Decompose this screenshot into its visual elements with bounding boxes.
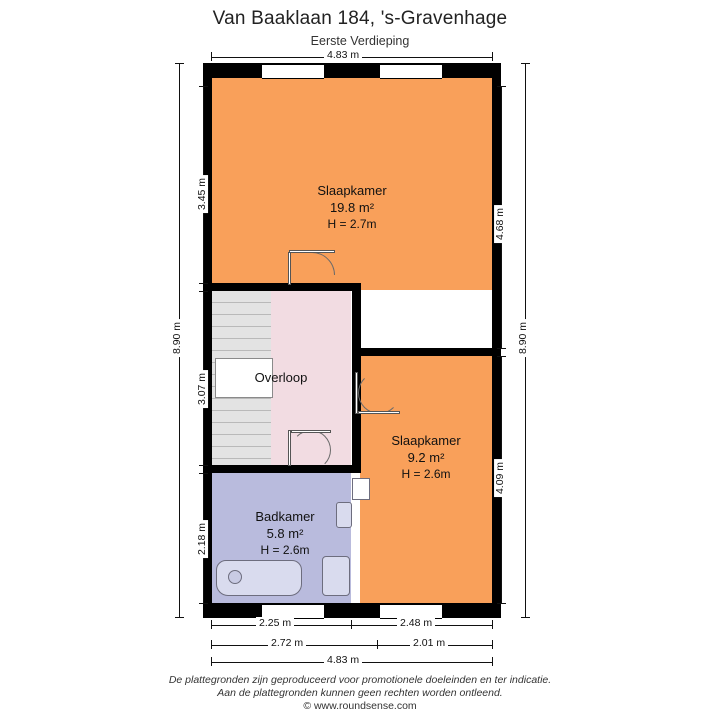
wall-interior-bedroom-landing	[211, 283, 361, 291]
wall-interior-top-right-bedroom	[352, 348, 493, 356]
dim-tick	[497, 603, 506, 604]
sink-icon	[322, 556, 350, 596]
dim-tick	[199, 465, 208, 466]
door-panel-bedroom-small	[358, 411, 400, 414]
room-label-slaapkamer-large	[272, 182, 432, 233]
dim-label-bottom-row1-right: 2.48 m	[397, 617, 435, 629]
dim-tick	[199, 603, 208, 604]
room-label-overloop	[201, 369, 361, 386]
dim-label-right-seg-bottom: 4.09 m	[494, 459, 506, 497]
disclaimer-line-1: De plattegronden zijn geproduceerd voor promotionele doeleinden en ter indicatie.	[168, 674, 552, 686]
dim-tick	[175, 63, 184, 64]
copyright-line: © www.roundsense.com	[303, 700, 417, 712]
dim-label-bottom-row2-right: 2.01 m	[410, 637, 448, 649]
room-name: Slaapkamer	[391, 433, 461, 448]
wall-bottom	[203, 603, 501, 618]
wall-interior-landing-bathroom	[211, 465, 361, 473]
dim-tick	[199, 86, 208, 87]
dim-label-right-outer: 8.90 m	[517, 319, 529, 357]
dim-label-bottom-row1-left: 2.25 m	[256, 617, 294, 629]
window-top-right	[380, 64, 442, 79]
dim-tick	[492, 620, 493, 629]
dim-tick	[521, 617, 530, 618]
wall-right	[492, 63, 501, 618]
dim-label-left-outer: 8.90 m	[171, 319, 183, 357]
dim-tick	[211, 657, 212, 666]
wall-top	[203, 63, 501, 78]
dim-tick	[497, 348, 506, 349]
door-swing-bathroom	[291, 430, 331, 470]
room-label-slaapkamer-small	[346, 432, 506, 483]
dim-label-bottom-row2-left: 2.72 m	[268, 637, 306, 649]
door-panel-bathroom	[291, 430, 331, 433]
room-height: H = 2.7m	[327, 217, 377, 231]
disclaimer-line-2: Aan de plattegronden kunnen geen rechten worden ontleend.	[217, 687, 503, 699]
dim-label-left-seg-bottom: 2.18 m	[196, 520, 208, 558]
dim-tick	[199, 283, 208, 284]
room-label-badkamer	[205, 508, 365, 559]
room-height: H = 2.6m	[401, 467, 451, 481]
door-panel-bedroom-large	[289, 250, 335, 253]
dim-tick	[492, 52, 493, 61]
dim-tick	[497, 86, 506, 87]
door-swing-bedroom-small	[358, 372, 400, 414]
dim-tick	[521, 63, 530, 64]
dim-label-left-seg-top: 3.45 m	[196, 175, 208, 213]
room-name: Overloop	[254, 370, 308, 385]
dim-label-right-seg-top: 4.68 m	[494, 205, 506, 243]
room-name: Badkamer	[255, 509, 315, 524]
room-area: 19.8 m²	[329, 200, 375, 215]
window-top-left	[262, 64, 324, 79]
dim-tick	[175, 617, 184, 618]
page-title: Van Baaklaan 184, 's-Gravenhage	[212, 8, 508, 29]
room-area: 5.8 m²	[266, 526, 304, 541]
page-subtitle: Eerste Verdieping	[310, 34, 410, 48]
room-height: H = 2.6m	[260, 543, 310, 557]
dim-tick	[211, 620, 212, 629]
dim-tick	[199, 473, 208, 474]
dim-tick	[492, 657, 493, 666]
bathtub-drain-icon	[228, 570, 242, 584]
dim-tick	[211, 640, 212, 649]
room-area: 9.2 m²	[407, 450, 445, 465]
dim-label-top-overall: 4.83 m	[324, 49, 362, 61]
room-name: Slaapkamer	[317, 183, 387, 198]
dim-tick	[497, 356, 506, 357]
dim-tick	[492, 640, 493, 649]
dim-tick	[199, 291, 208, 292]
dim-label-left-seg-mid: 3.07 m	[196, 370, 208, 408]
dim-tick	[211, 52, 212, 61]
dim-label-bottom-overall: 4.83 m	[324, 654, 362, 666]
